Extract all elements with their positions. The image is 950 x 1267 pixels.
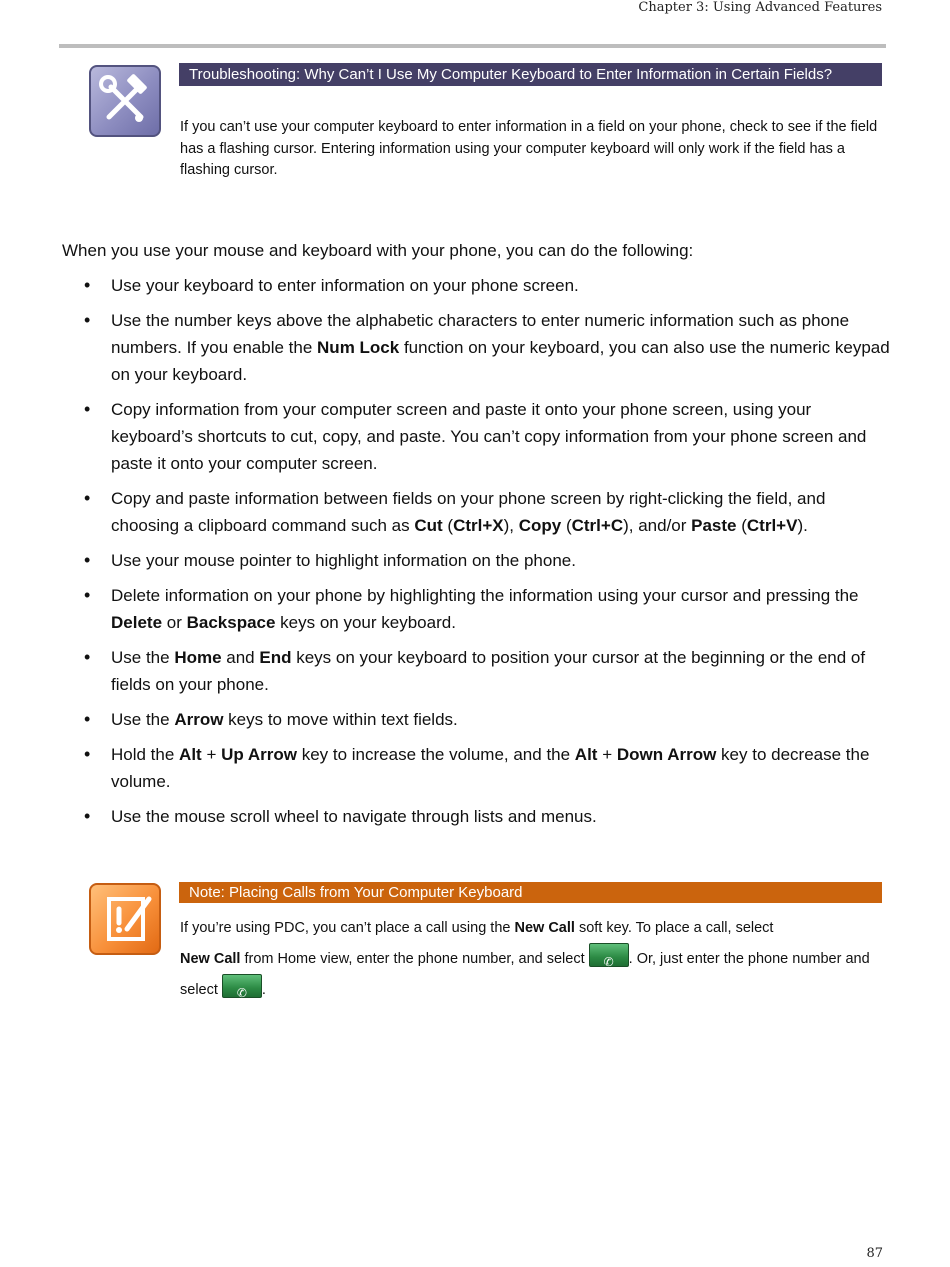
phone-call-icon: ✆ [222, 974, 262, 998]
troubleshooting-title: Troubleshooting: Why Can’t I Use My Computer Keyboard to Enter Information in Certain Fields? [179, 63, 882, 86]
intro-paragraph: When you use your mouse and keyboard with your phone, you can do the following: [62, 241, 694, 260]
feature-list [62, 272, 892, 838]
list-item: • Use the mouse scroll wheel to navigate through lists and menus. [62, 803, 892, 830]
hammer-wrench-icon [89, 65, 161, 137]
list-item: • Use your mouse pointer to highlight information on the phone. [62, 547, 892, 574]
list-item: • Use the Arrow keys to move within text fields. [62, 706, 892, 733]
list-item: • Hold the Alt + Up Arrow key to increase the volume, and the Alt + Down Arrow key to decrease the volume. [62, 741, 892, 795]
page-number: 87 [866, 1246, 883, 1261]
list-item: • Copy and paste information between fields on your phone screen by right-clicking the field, and choosing a clipboard command such as Cut (Ctrl+X), Copy (Ctrl+C), and/or Paste (Ctrl+V). [62, 485, 892, 539]
note-pencil-icon [89, 883, 161, 955]
list-item: • Copy information from your computer screen and paste it onto your phone screen, using your keyboard’s shortcuts to cut, copy, and paste. You can’t copy information from your phone screen and paste it onto your computer screen. [62, 396, 892, 477]
note-title: Note: Placing Calls from Your Computer Keyboard [179, 882, 882, 903]
list-item: • Use the number keys above the alphabetic characters to enter numeric information such as phone numbers. If you enable the Num Lock function on your keyboard, you can also use the numeric keypad on your keyboard. [62, 307, 892, 388]
note-body: If you’re using PDC, you can’t place a call using the New Call soft key. To place a call, select New Call from Home view, enter the phone number, and select ✆ . Or, just enter the phone number and select ✆ . [180, 920, 870, 1000]
phone-call-icon: ✆ [589, 943, 629, 967]
list-item: • Use the Home and End keys on your keyboard to position your cursor at the beginning or the end of fields on your phone. [62, 644, 892, 698]
list-item: • Delete information on your phone by highlighting the information using your cursor and pressing the Delete or Backspace keys on your keyboard. [62, 582, 892, 636]
chapter-header: Chapter 3: Using Advanced Features [638, 0, 882, 15]
list-item: • Use your keyboard to enter information on your phone screen. [62, 272, 892, 299]
troubleshooting-body: If you can’t use your computer keyboard to enter information in a field on your phone, check to see if the field has a flashing cursor. Entering information using your computer keyboard will only work if the field has a flashing cursor. [180, 119, 878, 178]
header-divider [59, 44, 886, 48]
